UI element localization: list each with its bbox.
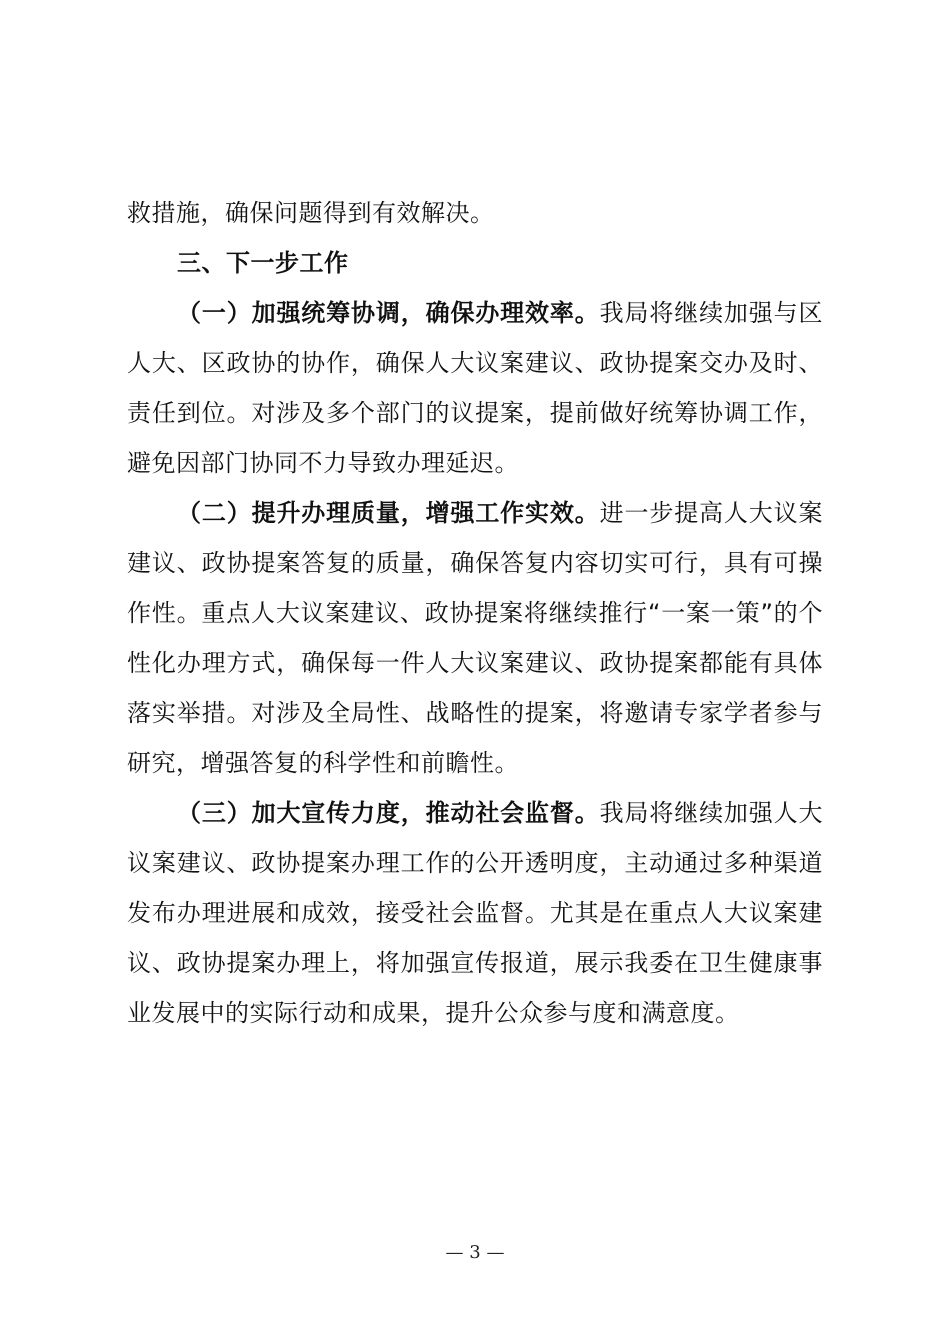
paragraph-1-body: 我局将继续加强与区人大、区政协的协作，确保人大议案建议、政协提案交办及时、责任到位。对涉及多个部门的议提案，提前做好统筹协调工作，避免因部门协同不力导致办理延迟。 <box>127 299 824 477</box>
paragraph-2-body: 进一步提高人大议案建议、政协提案答复的质量，确保答复内容切实可行，具有可操作性。重点人大议案建议、政协提案将继续推行“一案一策”的个性化办理方式，确保每一件人大议案建议、政协提案都能有具体落实举措。对涉及全局性、战略性的提案，将邀请专家学者参与研究，增强答复的科学性和前瞻性。 <box>127 499 824 777</box>
page-number: — 3 — <box>445 1242 505 1263</box>
section-title: 三、下一步工作 <box>177 249 349 277</box>
paragraph-1-lead: （一）加强统筹协调，确保办理效率。 <box>177 299 600 327</box>
document-body <box>127 188 823 1038</box>
paragraph-3-body: 我局将继续加强人大议案建议、政协提案办理工作的公开透明度，主动通过多种渠道发布办理进展和成效，接受社会监督。尤其是在重点人大议案建议、政协提案办理上，将加强宣传报道，展示我委在卫生健康事业发展中的实际行动和成果，提升公众参与度和满意度。 <box>127 799 824 1027</box>
continuation-paragraph: 救措施，确保问题得到有效解决。 <box>127 199 495 227</box>
paragraph-3-lead: （三）加大宣传力度，推动社会监督。 <box>177 799 600 827</box>
paragraph-2-lead: （二）提升办理质量，增强工作实效。 <box>177 499 600 527</box>
paragraph-2 <box>127 488 823 788</box>
paragraph-3 <box>127 788 823 1038</box>
paragraph-1 <box>127 288 823 488</box>
